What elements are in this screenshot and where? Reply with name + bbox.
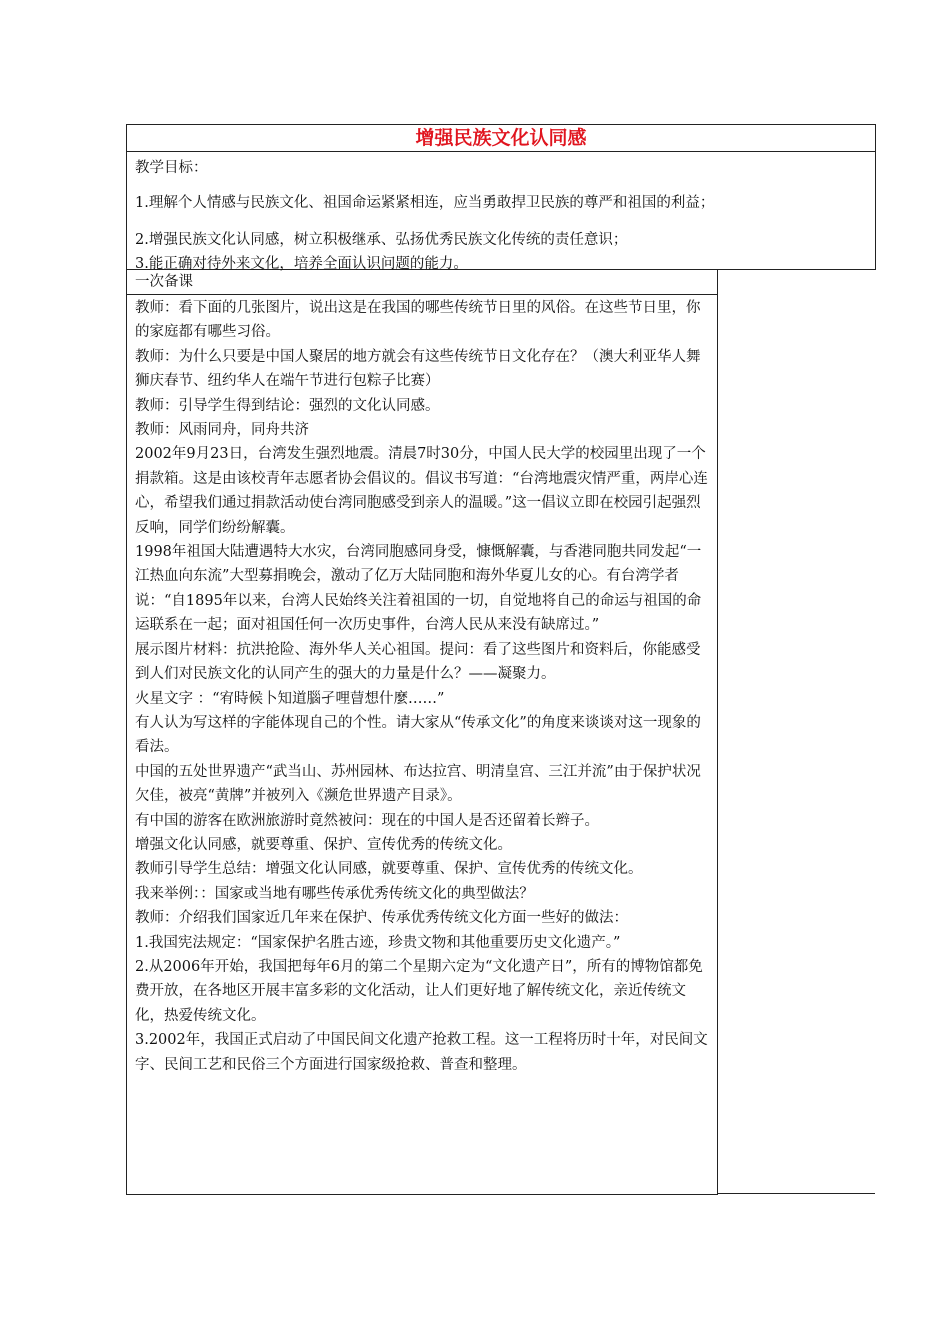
paragraph: 2002年9月23日，台湾发生强烈地震。清晨7时30分，中国人民大学的校园里出现了一个捐款箱。这是由该校青年志愿者协会倡议的。倡议书写道：“台湾地震灾情严重，两岸心连心，希望我们通过捐款活动使台湾同胞感受到亲人的温暖。”这一倡议立即在校园引起强烈反响，同学们纷纷解囊。 xyxy=(135,446,708,536)
paragraph: 教师：风雨同舟，同舟共济 xyxy=(135,422,309,439)
paragraph: 教师引导学生总结：增强文化认同感，就要尊重、保护、宣传优秀的传统文化。 xyxy=(135,861,643,878)
paragraph: 火星文字 ：“宥時候卜知道腦孑哩萺想什麼……” xyxy=(135,690,445,707)
paragraph: 我来举例：：国家或当地有哪些传承优秀传统文化的典型做法？ xyxy=(135,885,534,902)
section-heading: 一次备课 xyxy=(127,270,717,295)
lesson-body xyxy=(135,296,712,1077)
paragraph: 教师：介绍我们国家近几年来在保护、传承优秀传统文化方面一些好的做法： xyxy=(135,910,628,927)
paragraph: 2.从2006年开始，我国把每年6月的第二个星期六定为“文化遗产日”，所有的博物馆都免费开放，在各地区开展丰富多彩的文化活动，让人们更好地了解传统文化，亲近传统文化，热爱传统文化。 xyxy=(135,958,703,1024)
paragraph: 教师：为什么只要是中国人聚居的地方就会有这些传统节日文化存在？（澳大利亚华人舞狮庆春节、纽约华人在端午节进行包粽子比赛） xyxy=(135,348,701,390)
goals-heading: 教学目标： xyxy=(135,160,208,176)
table-divider xyxy=(717,1193,875,1194)
lesson-box xyxy=(126,270,718,1195)
objectives-box xyxy=(126,124,876,270)
goal-item-3: 3.能正确对待外来文化，培养全面认识问题的能力。 xyxy=(135,256,468,272)
paragraph: 教师：引导学生得到结论：强烈的文化认同感。 xyxy=(135,397,440,414)
paragraph: 3.2002年，我国正式启动了中国民间文化遗产抢救工程。这一工程将历时十年，对民间文字、民间工艺和民俗三个方面进行国家级抢救、普查和整理。 xyxy=(135,1032,708,1073)
goal-item-2: 2.增强民族文化认同感，树立积极继承、弘扬优秀民族文化传统的责任意识； xyxy=(135,232,628,248)
paragraph: 1.我国宪法规定：“国家保护名胜古迹，珍贵文物和其他重要历史文化遗产。” xyxy=(135,934,621,951)
document-title: 增强民族文化认同感 xyxy=(127,125,875,152)
paragraph: 展示图片材料：抗洪抢险、海外华人关心祖国。提问：看了这些图片和资料后，你能感受到人们对民族文化的认同产生的强大的力量是什么？——凝聚力。 xyxy=(135,641,701,683)
paragraph: 1998年祖国大陆遭遇特大水灾，台湾同胞感同身受，慷慨解囊，与香港同胞共同发起“一江热血向东流”大型募捐晚会，激动了亿万大陆同胞和海外华夏儿女的心。有台湾学者说：“自1895年以来，台湾人民始终关注着祖国的一切，自觉地将自己的命运与祖国的命运联系在一起；面对祖国任何一次历史事件，台湾人民从来没有缺席过。” xyxy=(135,544,702,634)
paragraph: 有人认为写这样的字能体现自己的个性。请大家从“传承文化”的角度来谈谈对这一现象的看法。 xyxy=(135,714,701,756)
paragraph: 中国的五处世界遗产“武当山、苏州园林、布达拉宫、明清皇宫、三江并流”由于保护状况欠佳，被亮“黄牌”并被列入《濒危世界遗产目录》。 xyxy=(135,763,701,805)
goal-item-1: 1.理解个人情感与民族文化、祖国命运紧紧相连，应当勇敢捍卫民族的尊严和祖国的利益； xyxy=(135,195,715,211)
paragraph: 有中国的游客在欧洲旅游时竟然被问：现在的中国人是否还留着长辫子。 xyxy=(135,812,599,829)
paragraph: 教师：看下面的几张图片，说出这是在我国的哪些传统节日里的风俗。在这些节日里，你的家庭都有哪些习俗。 xyxy=(135,300,701,341)
paragraph: 增强文化认同感，就要尊重、保护、宣传优秀的传统文化。 xyxy=(135,836,512,853)
